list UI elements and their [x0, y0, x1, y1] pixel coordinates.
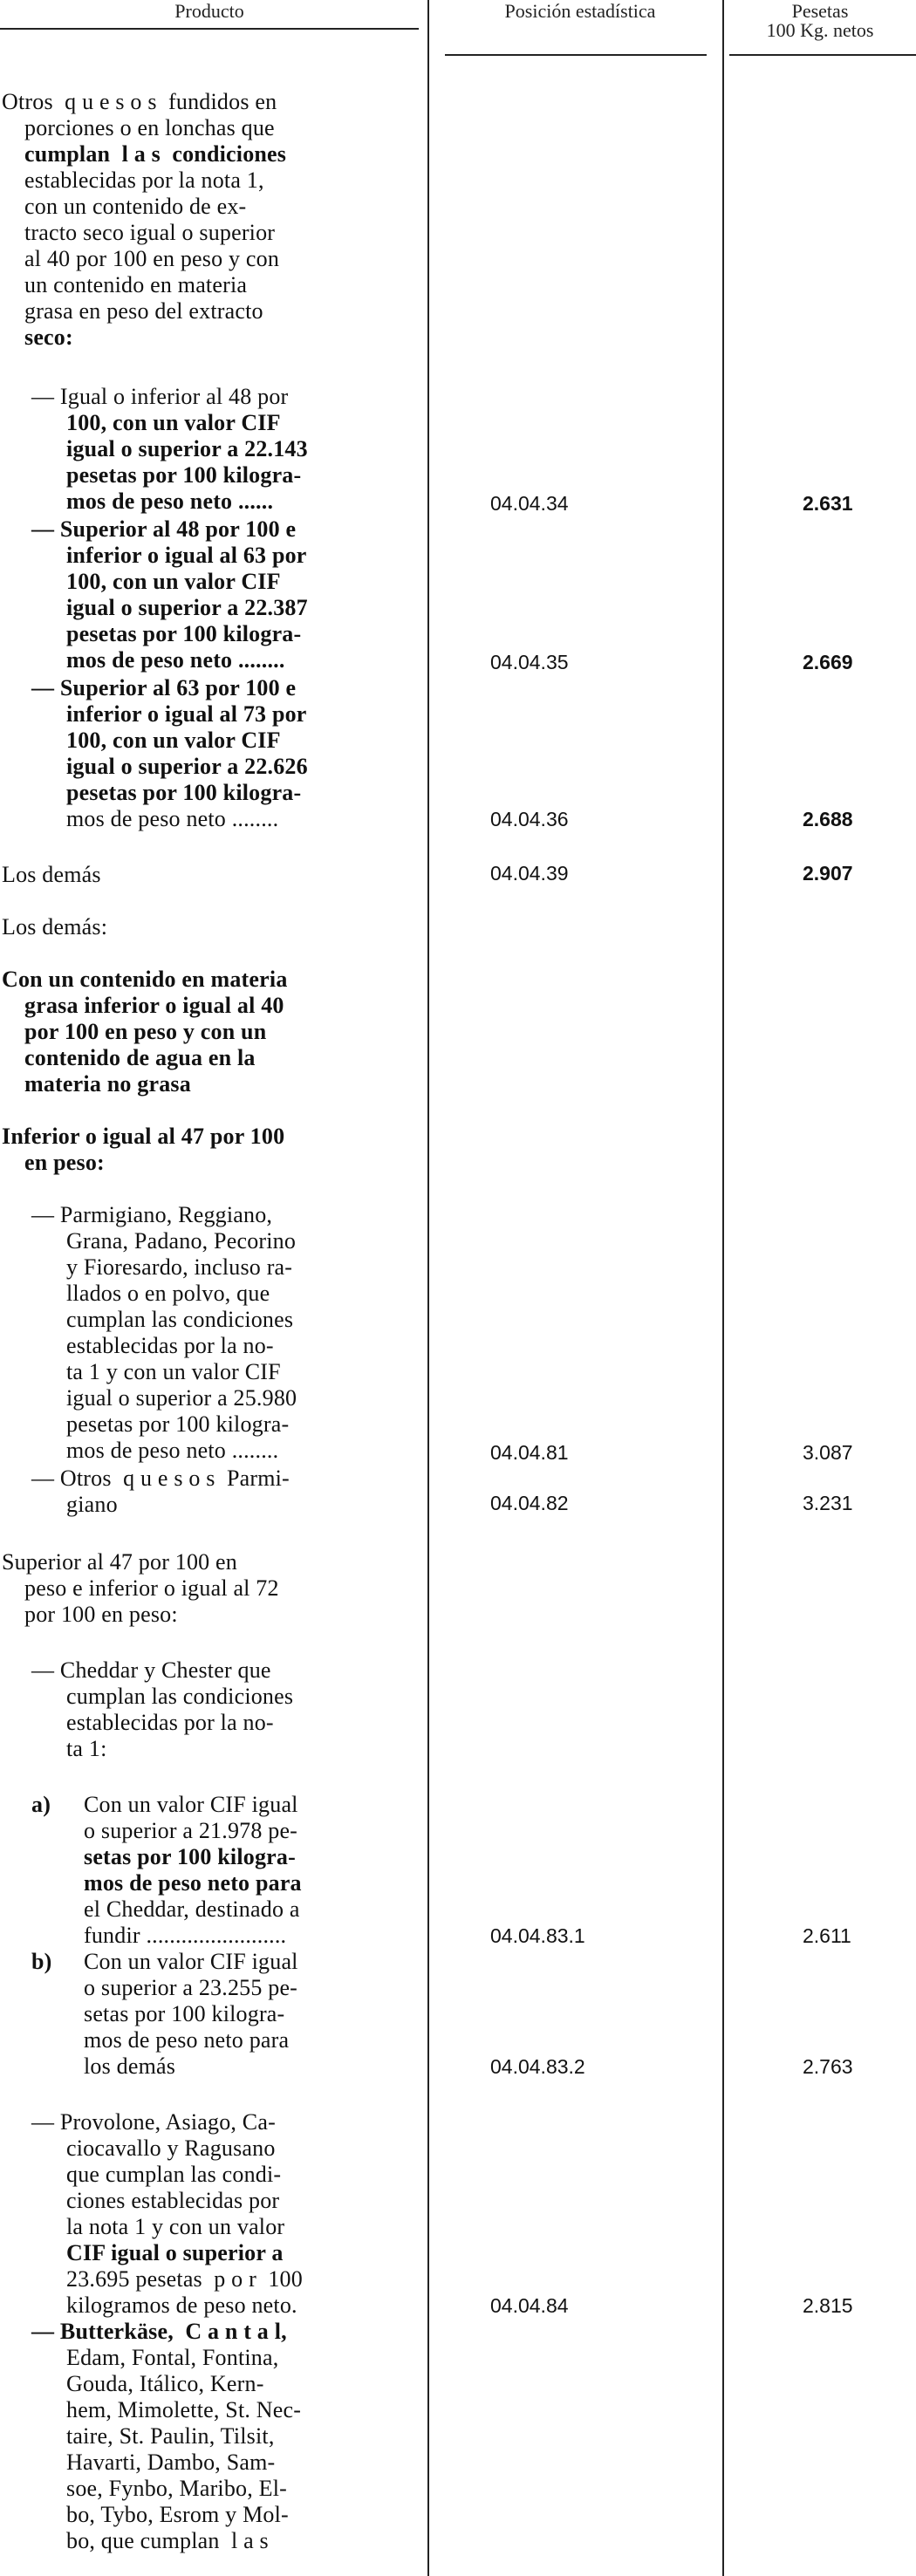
text-line: Inferior o igual al 47 por 100	[2, 1124, 285, 1149]
text-line: igual o superior a 22.387	[66, 595, 308, 620]
text-line: — Provolone, Asiago, Ca-	[31, 2109, 276, 2135]
price-value: 2.688	[803, 808, 853, 830]
text-line: ciones establecidas por	[66, 2188, 280, 2213]
text-line: 100, con un valor CIF	[66, 728, 281, 753]
text-line: mos de peso neto ......	[66, 489, 274, 514]
text-line: grasa inferior o igual al 40	[24, 993, 284, 1018]
text-line: por 100 en peso y con un	[24, 1019, 267, 1044]
text-line: Edam, Fontal, Fontina,	[66, 2345, 279, 2370]
pesetas-header-line-2: 100 Kg. netos	[766, 19, 874, 41]
text-line: establecidas por la nota 1,	[24, 167, 264, 193]
text-line: giano	[66, 1492, 118, 1517]
text-line: Havarti, Dambo, Sam-	[66, 2450, 276, 2475]
text-line: hem, Mimolette, St. Nec-	[66, 2397, 302, 2422]
column-divider-left	[427, 0, 429, 2576]
text-line: taire, St. Paulin, Tilsit,	[66, 2423, 275, 2449]
statistical-position: 04.04.82	[490, 1492, 569, 1514]
price-value: 2.815	[803, 2294, 853, 2317]
statistical-position: 04.04.36	[490, 808, 569, 830]
text-line: ta 1:	[66, 1736, 107, 1761]
text-line: cumplan las condiciones	[66, 1684, 294, 1709]
text-line: o superior a 21.978 pe-	[84, 1818, 298, 1843]
sub-item-marker: b)	[31, 1949, 52, 1974]
text-line: — Cheddar y Chester que	[31, 1657, 271, 1683]
text-line: que cumplan las condi-	[66, 2162, 282, 2187]
text-line: la nota 1 y con un valor	[66, 2214, 285, 2239]
text-line: inferior o igual al 63 por	[66, 543, 307, 568]
text-line: Gouda, Itálico, Kern-	[66, 2371, 264, 2396]
text-line: establecidas por la no-	[66, 1710, 274, 1735]
text-line: y Fioresardo, incluso ra-	[66, 1254, 293, 1280]
statistical-position: 04.04.39	[490, 862, 569, 885]
text-line: mos de peso neto para	[84, 2027, 290, 2053]
price-value: 2.907	[803, 862, 853, 885]
text-line: tracto seco igual o superior	[24, 220, 276, 245]
text-line: — Superior al 63 por 100 e	[31, 675, 297, 700]
text-line: igual o superior a 22.626	[66, 754, 308, 779]
sub-item-marker: a)	[31, 1792, 51, 1817]
text-line: Con un valor CIF igual	[84, 1792, 298, 1817]
text-line: ta 1 y con un valor CIF	[66, 1359, 281, 1384]
text-line: el Cheddar, destinado a	[84, 1896, 300, 1922]
text-line: o superior a 23.255 pe-	[84, 1975, 298, 2000]
text-line: mos de peso neto ........	[66, 1438, 279, 1463]
heading-los-demas: Los demás:	[2, 914, 108, 940]
text-line: en peso:	[24, 1150, 105, 1175]
text-line: — Superior al 48 por 100 e	[31, 516, 297, 542]
text-line: setas por 100 kilogra-	[84, 2001, 285, 2026]
text-line: setas por 100 kilogra-	[84, 1844, 296, 1869]
text-line: — Otros q u e s o s Parmi-	[31, 1466, 290, 1491]
column-header-producto: Producto	[174, 0, 244, 22]
text-line: 100, con un valor CIF	[66, 569, 281, 594]
statistical-position: 04.04.34	[490, 492, 569, 515]
text-line: Otros q u e s o s fundidos en	[2, 89, 277, 114]
column-divider-right	[722, 0, 724, 2576]
text-line: mos de peso neto ........	[66, 647, 285, 673]
text-line: pesetas por 100 kilogra-	[66, 462, 302, 488]
text-line: Superior al 47 por 100 en	[2, 1549, 238, 1575]
text-line: seco:	[24, 325, 73, 350]
header-rule-right	[729, 54, 916, 56]
price-value: 2.763	[803, 2055, 853, 2078]
text-line: fundir ........................	[84, 1923, 287, 1948]
text-line: Los demás	[2, 862, 101, 887]
text-line: cumplan l a s condiciones	[24, 141, 287, 167]
text-line: kilogramos de peso neto.	[66, 2292, 297, 2318]
text-line: grasa en peso del extracto	[24, 298, 263, 324]
text-line: Grana, Padano, Pecorino	[66, 1228, 297, 1254]
text-line: Con un valor CIF igual	[84, 1949, 298, 1974]
text-line: igual o superior a 22.143	[66, 436, 308, 461]
text-line: llados o en polvo, que	[66, 1281, 270, 1306]
text-line: igual o superior a 25.980	[66, 1385, 297, 1411]
statistical-position: 04.04.83.2	[490, 2055, 585, 2078]
text-line: pesetas por 100 kilogra-	[66, 780, 302, 805]
text-line: soe, Fynbo, Maribo, El-	[66, 2476, 288, 2501]
text-line: al 40 por 100 en peso y con	[24, 246, 280, 271]
text-line: un contenido en materia	[24, 272, 248, 297]
text-line: 23.695 pesetas p o r 100	[66, 2266, 303, 2292]
statistical-position: 04.04.35	[490, 651, 569, 673]
text-line: establecidas por la no-	[66, 1333, 274, 1358]
text-line: materia no grasa	[24, 1071, 191, 1097]
pesetas-header-line-1: Pesetas	[791, 0, 849, 22]
text-line: 100, con un valor CIF	[66, 410, 281, 435]
column-header-pesetas	[724, 2, 916, 40]
text-line: Con un contenido en materia	[2, 967, 288, 992]
text-line: pesetas por 100 kilogra-	[66, 1411, 290, 1437]
text-line: peso e inferior o igual al 72	[24, 1575, 279, 1601]
text-line: porciones o en lonchas que	[24, 115, 275, 140]
text-line: los demás	[84, 2053, 176, 2079]
text-line: — Butterkäse, C a n t a l,	[31, 2319, 287, 2344]
text-line: por 100 en peso:	[24, 1602, 178, 1627]
statistical-position: 04.04.84	[490, 2294, 569, 2317]
text-line: pesetas por 100 kilogra-	[66, 621, 302, 646]
text-line: cumplan las condiciones	[66, 1307, 294, 1332]
price-value: 2.669	[803, 651, 853, 673]
text-line: con un contenido de ex-	[24, 194, 247, 219]
price-value: 3.087	[803, 1441, 853, 1464]
text-line: mos de peso neto ........	[66, 806, 279, 831]
text-line: CIF igual o superior a	[66, 2240, 284, 2265]
header-rule-left	[0, 28, 419, 30]
header-rule-middle	[445, 54, 707, 56]
text-line: mos de peso neto para	[84, 1870, 302, 1896]
text-line: contenido de agua en la	[24, 1045, 256, 1070]
price-value: 3.231	[803, 1492, 853, 1514]
text-line: — Parmigiano, Reggiano,	[31, 1202, 273, 1227]
column-header-posicion: Posición estadística	[504, 0, 656, 22]
text-line: bo, Tybo, Esrom y Mol-	[66, 2502, 289, 2527]
text-line: bo, que cumplan l a s	[66, 2528, 269, 2553]
text-line: inferior o igual al 73 por	[66, 701, 307, 727]
statistical-position: 04.04.81	[490, 1441, 569, 1464]
text-line: — Igual o inferior al 48 por	[31, 384, 289, 409]
statistical-position: 04.04.83.1	[490, 1924, 585, 1947]
text-line: ciocavallo y Ragusano	[66, 2135, 276, 2161]
price-value: 2.611	[803, 1924, 851, 1947]
price-value: 2.631	[803, 492, 853, 515]
